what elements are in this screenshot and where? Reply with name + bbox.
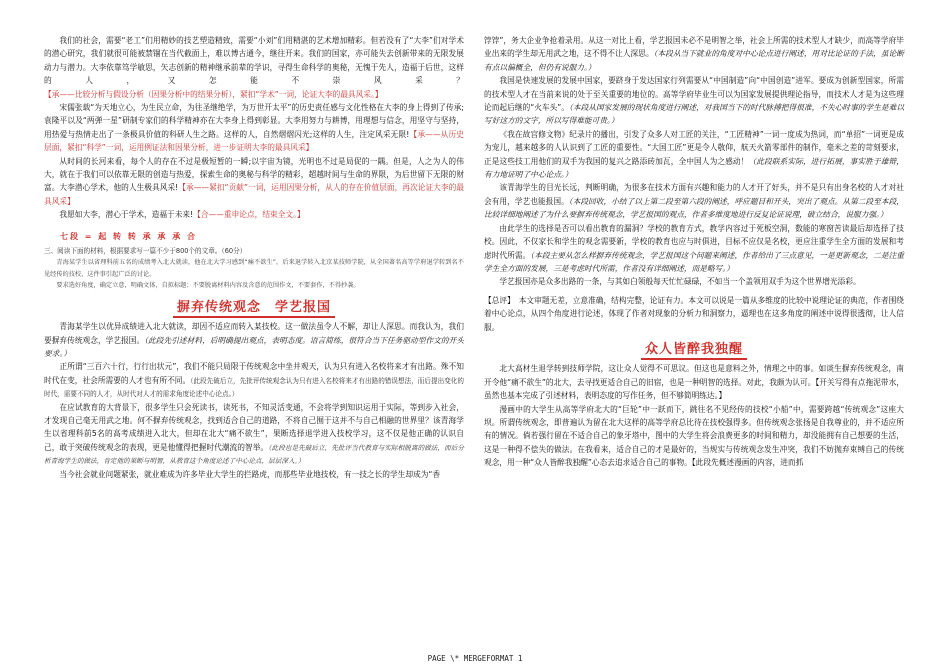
annotation: 【承——比较分析与假设分析（因果分析中的结果分析），紧扣“学术”一词，论证大李的最具风采。】 (44, 89, 383, 99)
annotation: （本段从当下就业的角度对中心论点进行阐述，用对比论证的手法，虽论断有点以偏概全，但仍有说服力。） (484, 49, 904, 72)
annotation: 【此段先概述漫画的内容，进而抓 (691, 458, 804, 468)
annotation: 【承——从历史层面，紧扣“科学”一词，运用例证法和因果分析，进一步证明大李的最具风采】 (44, 129, 464, 153)
summary-comment: 【总评】 本文审题无差，立意准确，结构完整，论证有力。本文可以说是一篇从多维度的比较中说理论证的典范，作者围绕着中心论点，从四个角度进行论述，体现了作者对现象的分析力和洞察力，逼理也在这多角度的阐述中说得很透彻，让人信服。 (484, 295, 904, 332)
paragraph: 宋儒张载“为天地立心，为生民立命，为往圣继绝学，为万世开太平”的历史责任感与文化性格在大李的身上得到了传承;袁隆平以及“两弹一星”研制专家们的科学精神亦在大李身上得到彰显。大李用努力与耕博，用理想与信念，用坚守与坚持，用热爱与热情走出了一条极具价值的科研人生之路。这样的人，自然熠熠闪光;这样的人生，注定风采无限!【承——从历史层面，紧扣“科学”一词，运用例证法和因果分析，进一步证明大李的最具风采】 (44, 103, 464, 153)
essay2-title: 众人皆醉我独醒 (484, 343, 904, 356)
paragraph: 北大高材生退学转到技师学院，这让众人觉得不可思议。但这也是意料之外，情理之中的事。如谈生摒弃传统观念，南开令他“痛不欲生”的北大，去寻找更适合自己的旧宿，也是一种明智的选择。对此，我颇为认可。【开关写得有点拖泥带水，虽然也基本完成了引述材料，表明态度的写作任务，但不够简明练达。】 (484, 364, 905, 401)
paragraph: 正所谓“三百六十行，行行出状元”，我们不能只局限于传统观念中坐井观天，认为只有进入名校将来才有出路。殊不知时代在变，社会所需要的人才也有所不同。（此段先破后立，先批评传统观念认为只有进入名校将来才有出路的错误想法，而后提出变化的时代，需要不同的人才，从时代对人才的需求角度论述中心论点。） (44, 362, 464, 399)
structure-label: 七段 = 起 转 转 承 承 承 合 (60, 231, 197, 241)
paragraph: 《我在故宫修文物》纪录片的播出，引发了众多人对工匠的关注，“工匠精神”一词一度成为热词，而“单招”一词更是成为宠儿，越来越多的人认识到了工匠的重要性。“大国工匠”更是令人敬仰，航天火箭零部件的制作，毫米之差的苛刻要求，正是这些技工用他们的双手为我国的复兴之路添砖加瓦，全中国人为之感动！（此段联系实际，进行拓展，事实胜于雄辩，有力地证明了中心论点。） (484, 129, 904, 180)
left-column (44, 34, 464, 481)
essay-title: 摒弃传统观念 学艺报国 (44, 301, 464, 314)
question-requirement: 要求选好角度，确定立意，明确文体，自拟标题；不要脱离材料内容及含意的范围作文，不要套作，不得抄袭。 (56, 282, 360, 290)
right-column (484, 34, 904, 470)
paragraph: 该青海学生的目光长远，判断明确，为很多在技术方面有兴趣和能力的人才开了好头，并不是只有出身名校的人才对社会有用，学艺也能报国。（本段回收，小结了以上第二段至第六段的阐述，呼应题目和开头，突出了观点。从第二段至本段，比较详细地阐述了为什么要摒弃传统观念，学艺报国的观点，作者多维度地进行反复论证说理，破立结合，说服力强。） (484, 183, 904, 220)
paragraph: 当今社会就业问题紧张，就业难成为许多毕业大学生的拦路虎，而那些毕业地技校，有一技之长的学生却成为“香 (59, 469, 441, 479)
paragraph: 漫画中的大学生从高等学府北大的“巨轮”中一跃而下，跳往名不见经传的技校“小船”中，需要跨越“传统观念”这座大坝。所谓传统观念，即普遍认为留在北大这样的高等学府总比待在技校强得多。但传统观念张扬是自我尊业的，并不适应所有的情况。倘若强行留在不适合自己的象牙塔中，图中的大学生将会浪费更多的时间和精力，却没能拥有自己想要的生活，这是一种得不偿失的做法。在我看来，适合自己的才是最好的，当规实与传统观念发生冲突，我们不妨抛弃束缚自己的传统观念，用一种“众人皆醉我独醒”心态去追求适合自己的事物。【此段先概述漫画的内容，进而抓 (484, 404, 904, 468)
annotation: 【开关写得有点拖泥带水，虽然也基本完成了引述材料，表明态度的写作任务，但不够简明练达。】 (484, 377, 905, 401)
question-intro: 三、阅读下面的材料，根据要求写一篇不少于800个的文章。（60分） (44, 247, 247, 256)
paragraph: 青海某学生以优异成绩进入北大就读，却因不适应而转入某技校。这一做法虽令人不解，却让人深思。而我认为，我们要摒弃传统观念，学艺报国。（此段先引述材料，后明确提出观点，表明态度。语言简练，很符合当下任务驱动型作文的开头要求。） (44, 322, 464, 359)
paragraph: 我愿如大李，潜心于学术，造福于未来!【合——重申论点，结束全文。】 (59, 210, 305, 220)
annotation: （此段联系实际，进行拓展，事实胜于雄辩，有力地证明了中心论点。） (484, 156, 904, 180)
paragraph: 学艺报国亦是众多出路的一条，与其如白领般每天忙忙碌碌，不如当一个盖领用双手为这个世界增光添彩。 (499, 277, 861, 287)
annotation: （此段先破后立，先批评传统观念认为只有进入名校将来才有出路的错误想法，而后提出变化的时代，需要不同的人才，从时代对人才的需求角度论述中心论点。） (44, 376, 464, 399)
annotation: （此段先引述材料，后明确提出观点，表明态度。语言简练，很符合当下任务驱动型作文的开头要求。） (44, 335, 464, 359)
paragraph: 我们的社会，需要“老工”们用精妙的技艺塑造精致，需要“小刘”们用精湛的艺术增加精彩。但若没有了“大李”们对学术的潜心研究，我们就很可能被禁锢在当代截面上，难以博古通今，继往开来。我们的国家，亦可能失去创新带来的无限发展动力与潜力。大李依靠笃学敏思，矢志创新的精神继承前辈的学识，寻得生命科学的奥秘，无愧于先人，造福于后世，这样的人，又怎能不崇风采？【承——比较分析与假设分析（因果分析中的结果分析），紧扣“学术”一词，论证大李的最具风采。】 (44, 36, 464, 99)
summary-label: 【总评】 (484, 295, 511, 305)
paragraph: 在应试教育的大背景下，很多学生只会死读书，读死书，不知灵活变通，不会将学到知识运用于实际，等到步入社会，才发现自己毫无用武之地。何不摒弃传统观念，找到适合自己的道路，不将自己囿于这并不与自己相融的世界里？该青海学生以省理科前5名的高考成绩进入北大，但却在北大“痛不欲生”，果断选择退学进入技校学习，这不仅是他正确的认识自己，敢于突破传统观念的表现，更是他懂得把握时代潮流的智举。（此段也是先破后立，先批评当代教育与实际相脱离的做法，而后分析青海学生的做法，肯定他的果断与明智，从教育这个角度论述了中心论点，层层深入。） (44, 402, 464, 466)
annotation: 【承——紧扣“贡献”一词，运用因果分析，从人的存在价值层面，再次论证大李的最具风采】 (44, 183, 464, 206)
annotation: （本段回收，小结了以上第二段至第六段的阐述，呼应题目和开头，突出了观点。从第二段至本段，比较详细地阐述了为什么要摒弃传统观念，学艺报国的观点，作者多维度地进行反复论证说理，破立结合，说服力强。） (484, 196, 904, 220)
paragraph: 由此学生的选择是否可以看出教育的漏洞？学校的教育方式，教学内容过于死板空洞，数能的寒窗苦读最后却选择了技校。因此，不仅家长和学生的观念需要新，学校的教育也应与时俱进，目标不应仅是名校，更应注重学生全方面的发展和考虑时代所需。（本段主要从怎么样摒弃传统观念，学艺报国这个问题来阐述，作者给出了三点意见，一是更新观念，二是注重学生全方面的发展，三是考虑时代所需，作者没有详细阐述，而是略写。） (484, 223, 904, 273)
annotation: 【合——重申论点，结束全文。】 (193, 210, 305, 220)
annotation: （此段也是先破后立，先批评当代教育与实际相脱离的做法，而后分析青海学生的做法，肯定他的果断与明智，从教育这个角度论述了中心论点，层层深入。） (44, 443, 464, 466)
page-footer: PAGE \* MERGEFORMAT 1 (427, 654, 523, 663)
question-material: 青海某学生以省理科前五名的成绩考入北大就读，他在北大学习感到“痛不欲生”，后来退学转入北京某技师学院，从全国著名高等学府退学转到名不见经传的技校，这件事引起广泛的讨论。 (44, 259, 464, 278)
annotation: （本段从国家发展的现状角度进行阐述，对我国当下的时代脉搏把得很准，不失心时事的学生是难以写好这方的文字，所以写得难能可贵。） (484, 103, 905, 126)
paragraph: 饽饽”，务大企业争抢着录用。从这一对比上看，学艺报国未必不是明智之举，社会上所需的技术型人才缺少，而高等学府毕业出来的学生却无用武之地，这不得不让人深思。（本段从当下就业的角度对中心论点进行阐述，用对比论证的手法，虽论断有点以偏概全，但仍有说服力。） (484, 36, 904, 72)
paragraph: 我国是快速发展的发展中国家，要跻身于发达国家行列需要从“中国制造”向“中国创造”进军。要成为创新型国家，所需的技术型人才在当前来说的处于至关重要的地位的。高等学府毕业生可以为国家发展提供理论指导，而技术人才是为这些理论而起后继的“火车头”。（本段从国家发展的现状角度进行阐述，对我国当下的时代脉搏把得很准，不失心时事的学生是难以写好这方的文字，所以写得难能可贵。） (484, 76, 905, 126)
annotation: （本段主要从怎么样摒弃传统观念，学艺报国这个问题来阐述，作者给出了三点意见，一是更新观念，二是注重学生全方面的发展，三是考虑时代所需，作者没有详细阐述，而是略写。） (484, 250, 904, 273)
paragraph: 从时间的长河来看，每个人的存在不过是极短暂的一瞬;以宇宙为镜，光明也不过是局促的一隅。但是，人之为人的伟大，就在于我们可以依靠无限的创造与热爱，探索生命的奥秘与科学的精彩，超越时间与生命的界限，为后世留下无限的财富。大李潜心学术，他的人生极具风采!【承——紧扣“贡献”一词，运用因果分析，从人的存在价值层面，再次论证大李的最具风采】 (44, 156, 464, 206)
